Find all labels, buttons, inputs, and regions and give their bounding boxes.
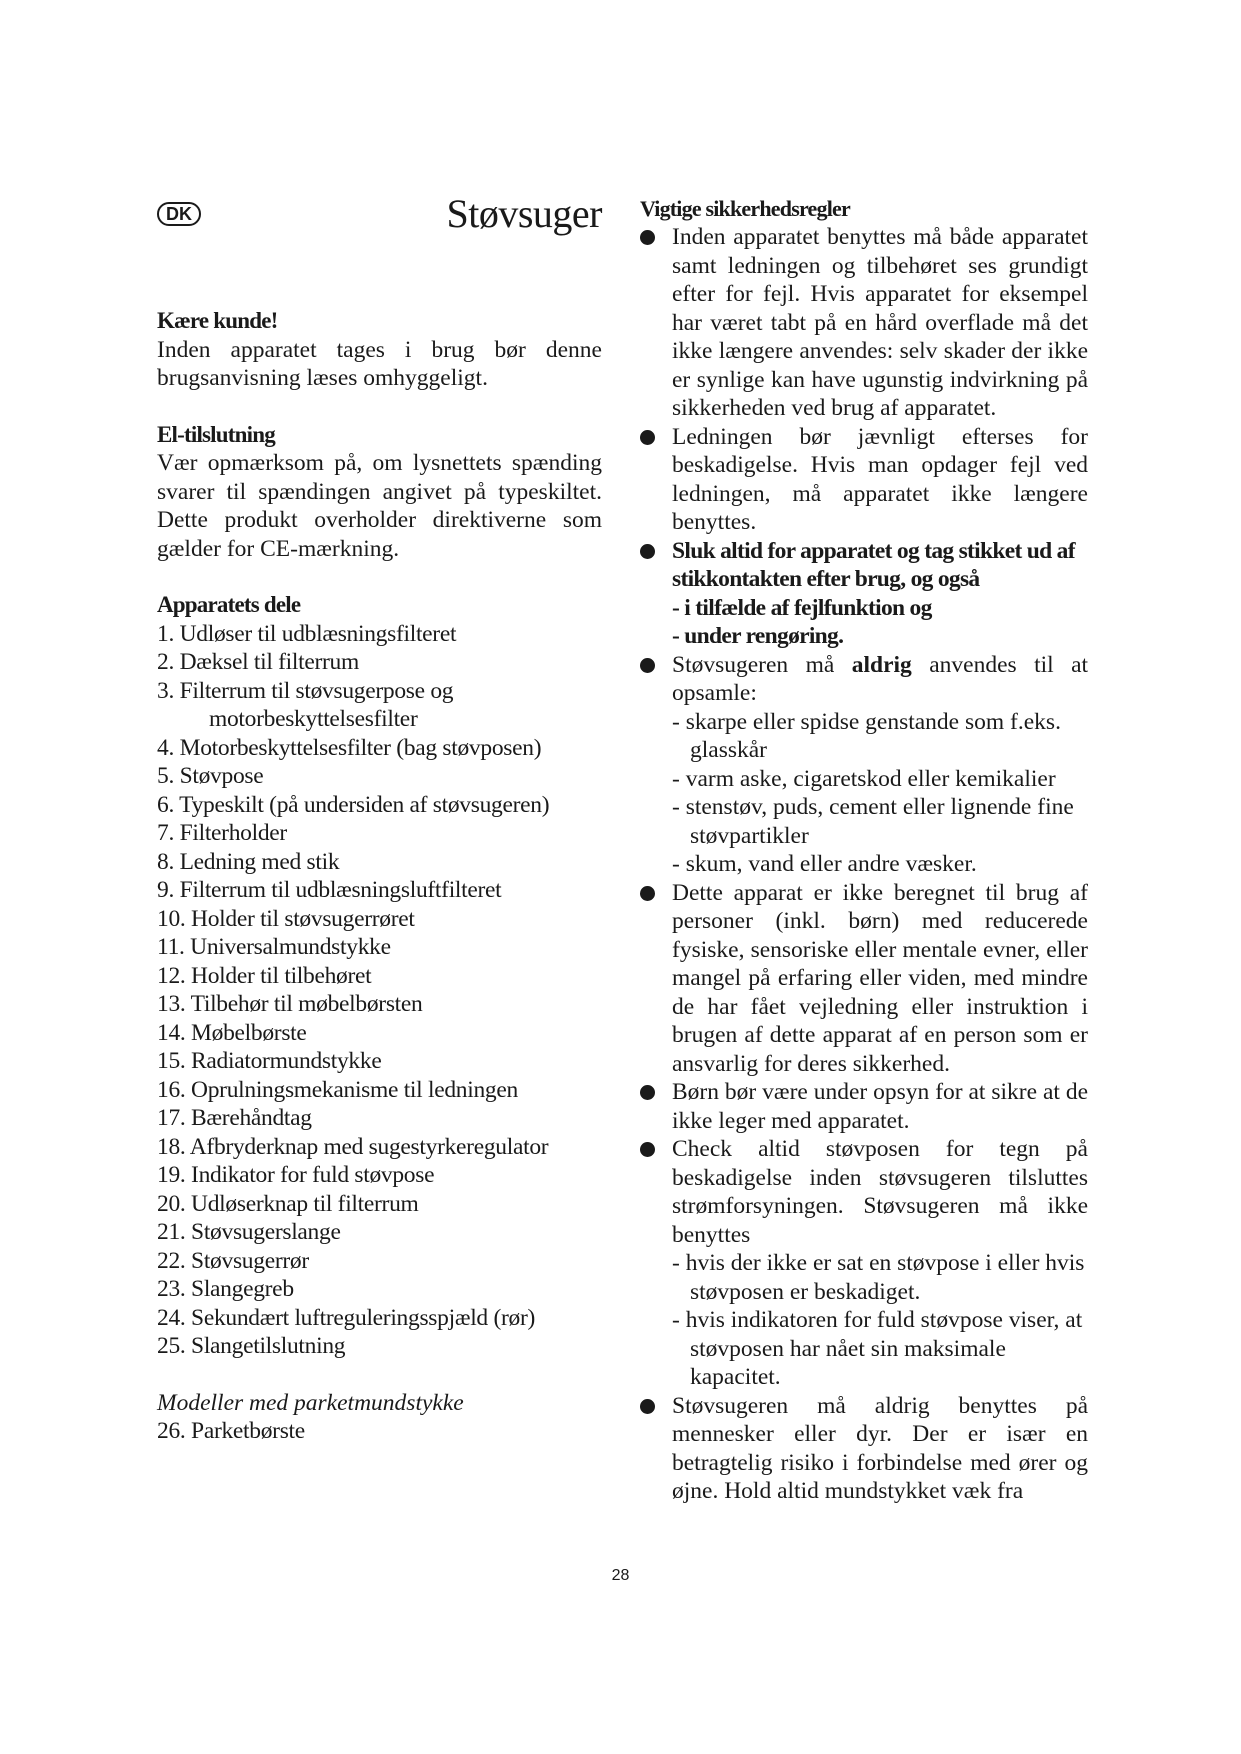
safety-rule-text: Inden apparatet benyttes må både apparatet samt ledningen og tilbehøret ses grundigt efter for fejl. Hvis apparatet for eksempel har været tabt på en hård overflade må det ikke længere anvendes: selv skader der ikke er synlige kan have ugunstig indvirkning på sikkerheden ved brug af apparatet. (672, 224, 1088, 421)
list-item: 1. Udløser til udblæsningsfilteret (157, 620, 457, 647)
safety-rule-text: Check altid støvposen for tegn på beskadigelse inden støvsugeren tilsluttes strømforsyningen. Støvsugeren må ikke benyttes (672, 1136, 1088, 1248)
bullet-icon (640, 1085, 655, 1100)
bullet-icon (640, 230, 655, 245)
safety-rule-text: Ledningen bør jævnligt efterses for beskadigelse. Hvis man opdager fejl ved ledningen, må apparatet ikke længere benyttes. (672, 423, 1088, 535)
safety-rule (640, 223, 1088, 423)
right-column (640, 196, 1088, 1506)
electrical-heading: El-tilslutning (157, 421, 275, 447)
list-item: 9. Filterrum til udblæsningsluftfilteret (157, 877, 502, 903)
bullet-icon (640, 1142, 655, 1157)
list-item: 26. Parketbørste (157, 1418, 305, 1444)
models-heading: Modeller med parketmundstykke (157, 1389, 464, 1416)
list-item: 6. Typeskilt (på undersiden af støvsugeren) (157, 791, 550, 818)
bullet-icon (640, 1399, 655, 1414)
safety-rule (640, 879, 1088, 1079)
parts-list (157, 620, 602, 1361)
safety-rule-text: Støvsugeren må aldrig benyttes på mennesker eller dyr. Der er især en betragtelig risiko i forbindelse med ører og øjne. Hold altid mundstykket væk fra (672, 1392, 1088, 1504)
list-item: 22. Støvsugerrør (157, 1247, 309, 1274)
safety-subitem: - stenstøv, puds, cement eller lignende fine støvpartikler (672, 794, 1074, 849)
greeting-text: Inden apparatet tages i brug bør denne brugsanvisning læses omhyggeligt. (157, 336, 602, 391)
list-item: 25. Slangetilslutning (157, 1333, 346, 1359)
list-item: 14. Møbelbørste (157, 1019, 307, 1046)
bullet-icon (640, 886, 655, 901)
list-item: 11. Universalmundstykke (157, 934, 391, 960)
list-item: 10. Holder til støvsugerrøret (157, 905, 415, 932)
safety-heading: Vigtige sikkerhedsregler (640, 196, 850, 221)
list-item: 23. Slangegreb (157, 1276, 294, 1302)
safety-subitem-group (672, 708, 1088, 879)
page-title: Støvsuger (446, 191, 602, 236)
list-item: 18. Afbryderknap med sugestyrkeregulator (157, 1133, 549, 1160)
list-item: 3. Filterrum til støvsugerpose og motorbeskyttelsesfilter (157, 677, 454, 732)
safety-subitem-group (672, 1249, 1088, 1392)
list-item: 7. Filterholder (157, 820, 287, 846)
page-number: 28 (611, 1567, 630, 1584)
list-item: 13. Tilbehør til møbelbørsten (157, 991, 423, 1017)
list-item: 15. Radiatormundstykke (157, 1048, 382, 1074)
safety-subitem: - hvis der ikke er sat en støvpose i eller hvis støvposen er beskadiget. (672, 1250, 1085, 1305)
list-item: 24. Sekundært luftreguleringsspjæld (rør) (157, 1304, 536, 1331)
list-item: 20. Udløserknap til filterrum (157, 1190, 419, 1217)
safety-rule (640, 537, 1088, 651)
list-item: 16. Oprulningsmekanisme til ledningen (157, 1076, 518, 1103)
header-row (157, 190, 602, 250)
safety-rule-text: Børn bør være under opsyn for at sikre at de ikke leger med apparatet. (672, 1079, 1088, 1134)
safety-subitem: - varm aske, cigaretskod eller kemikalier (672, 765, 1056, 792)
safety-subitem: - hvis indikatoren for fuld støvpose viser, at støvposen har nået sin maksimale kapacitet. (672, 1307, 1083, 1390)
list-item: 8. Ledning med stik (157, 848, 340, 875)
safety-rule (640, 1135, 1088, 1392)
emphasis-word: aldrig (851, 651, 912, 678)
list-item: 4. Motorbeskyttelsesfilter (bag støvposen) (157, 734, 542, 761)
list-item: 2. Dæksel til filterrum (157, 649, 359, 675)
electrical-text: Vær opmærksom på, om lysnettets spænding svarer til spændingen angivet på typeskiltet. Dette produkt overholder direktiverne som gælder for CE-mærkning. (157, 450, 602, 562)
list-item: 19. Indikator for fuld støvpose (157, 1162, 435, 1188)
list-item: 5. Støvpose (157, 763, 264, 789)
model-parts-list (157, 1417, 602, 1446)
bullet-icon (640, 430, 655, 445)
safety-rule-text: Sluk altid for apparatet og tag stikket ud af stikkontakten efter brug, og også (672, 537, 1075, 592)
safety-rule (640, 1392, 1088, 1506)
safety-rule-text (672, 651, 1088, 708)
bullet-icon (640, 658, 655, 673)
safety-rule (640, 651, 1088, 879)
safety-subitem: - i tilfælde af fejlfunktion og (672, 594, 932, 621)
bullet-icon (640, 544, 655, 559)
safety-rule-text: Dette apparat er ikke beregnet til brug af personer (inkl. børn) med reducerede fysiske, sensoriske eller mentale evner, eller mangel på erfaring eller viden, med mindre de har fået vejledning eller instruktion i brugen af dette apparat af en person som er ansvarlig for deres sikkerhed. (672, 879, 1088, 1077)
safety-rule (640, 1078, 1088, 1135)
list-item: 17. Bærehåndtag (157, 1105, 312, 1131)
safety-subitem: - skarpe eller spidse genstande som f.eks. glasskår (672, 708, 1061, 763)
safety-subitem: - skum, vand eller andre væsker. (672, 851, 977, 877)
safety-rule-text-part: anvendes til at opsamle: (672, 651, 1089, 706)
greeting-heading: Kære kunde! (157, 308, 278, 333)
left-column (157, 190, 602, 1446)
list-item: 12. Holder til tilbehøret (157, 962, 372, 989)
safety-subitem: - under rengøring. (672, 623, 844, 649)
safety-rule (640, 423, 1088, 537)
safety-rule-text-part: Støvsugeren må (672, 651, 835, 678)
country-badge: DK (157, 202, 201, 226)
parts-heading: Apparatets dele (157, 592, 301, 617)
list-item: 21. Støvsugerslange (157, 1219, 341, 1245)
